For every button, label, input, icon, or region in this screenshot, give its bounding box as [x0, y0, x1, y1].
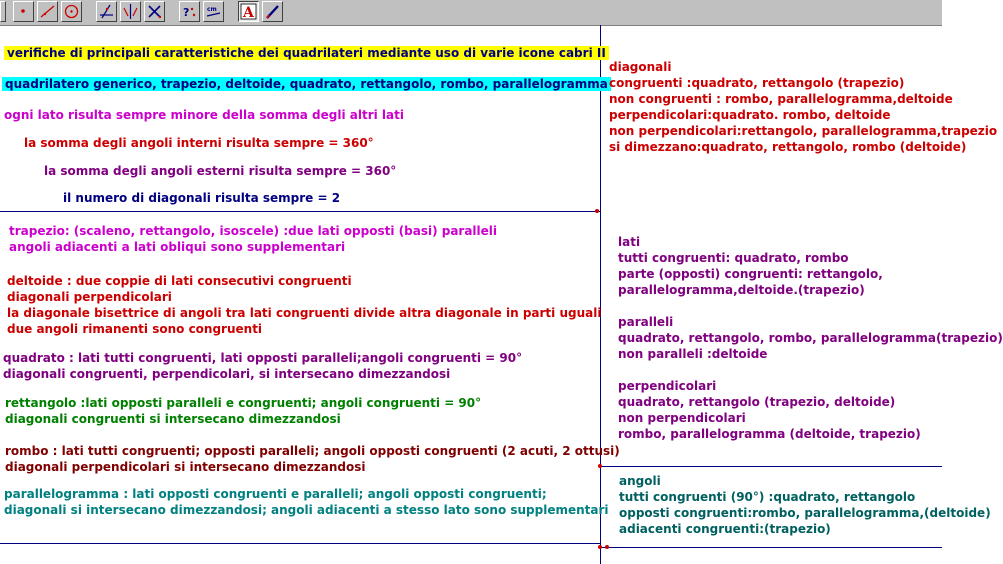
- parallelogramma-line: parallelogramma : lati opposti congruenti e paralleli; angoli opposti congruenti;: [4, 487, 547, 501]
- line-tool-button[interactable]: [37, 1, 58, 22]
- draw-tool-button[interactable]: [262, 1, 283, 22]
- circle-icon: [63, 3, 80, 20]
- property-text[interactable]: il numero di diagonali risulta sempre = 2: [63, 191, 341, 205]
- point-marker[interactable]: [595, 209, 599, 213]
- point-marker[interactable]: [598, 545, 602, 549]
- paralleli-line: quadrato, rettangolo, rombo, parallelogramma(trapezio): [618, 331, 1003, 345]
- deltoide-line: diagonali perpendicolari: [7, 290, 172, 304]
- trapezio-line: angoli adiacenti a lati obliqui sono supplementari: [9, 240, 346, 254]
- trapezio-line: trapezio: (scaleno, rettangolo, isoscele) :due lati opposti (basi) paralleli: [9, 224, 498, 238]
- check-property-tool-button[interactable]: [179, 1, 200, 22]
- circle-tool-button[interactable]: [61, 1, 82, 22]
- construct-tool-button[interactable]: [96, 1, 117, 22]
- lati-heading: lati: [618, 235, 641, 249]
- transform-tool-button[interactable]: [120, 1, 141, 22]
- macro-tool-button[interactable]: [144, 1, 165, 22]
- pointer-tool-button[interactable]: [0, 1, 6, 22]
- page-title[interactable]: verifiche di principali caratteristiche dei quadrilateri mediante uso di varie icone cabri II: [4, 45, 609, 61]
- rombo-line: diagonali perpendicolari si intersecano dimezzandosi: [5, 460, 366, 474]
- lati-line: parallelogramma,deltoide.(trapezio): [618, 283, 865, 297]
- svg-text:A: A: [243, 5, 254, 21]
- text-tool-button[interactable]: [238, 1, 259, 22]
- lati-line: parte (opposti) congruenti: rettangolo,: [618, 267, 883, 281]
- property-text[interactable]: la somma degli angoli esterni risulta sempre = 360°: [44, 164, 397, 178]
- angoli-heading: angoli: [619, 474, 661, 488]
- deltoide-line: la diagonale bisettrice di angoli tra lati congruenti divide altra diagonale in parti uguali: [7, 306, 602, 320]
- point-icon: [15, 3, 32, 20]
- bottom-divider-right: [601, 547, 942, 548]
- quadrilateral-list[interactable]: quadrilatero generico, trapezio, deltoide, quadrato, rettangolo, rombo, parallelogramma: [2, 76, 611, 92]
- perpendicolari-line: quadrato, rettangolo (trapezio, deltoide): [618, 395, 896, 409]
- measure-tool-button[interactable]: [203, 1, 224, 22]
- paralleli-heading: paralleli: [618, 315, 674, 329]
- line-icon: [39, 3, 56, 20]
- horizontal-divider-left: [0, 211, 600, 212]
- diagonali-line: congruenti :quadrato, rettangolo (trapezio): [609, 76, 905, 90]
- vertical-divider: [600, 25, 601, 564]
- rombo-line: rombo : lati tutti congruenti; opposti paralleli; angoli opposti congruenti (2 acuti, 2 ottusi): [5, 444, 620, 458]
- property-text[interactable]: ogni lato risulta sempre minore della somma degli altri lati: [4, 108, 404, 122]
- bottom-divider-left: [0, 543, 600, 544]
- angoli-line: tutti congruenti (90°) :quadrato, rettangolo: [619, 490, 916, 504]
- perpendicolari-line: non perpendicolari: [618, 411, 746, 425]
- deltoide-line: due angoli rimanenti sono congruenti: [7, 322, 263, 336]
- angoli-line: adiacenti congruenti:(trapezio): [619, 522, 831, 536]
- point-tool-button[interactable]: [13, 1, 34, 22]
- horizontal-divider-right: [601, 466, 942, 467]
- diagonali-line: perpendicolari:quadrato. rombo, deltoide: [609, 108, 891, 122]
- point-marker[interactable]: [605, 545, 609, 549]
- rettangolo-line: diagonali congruenti si intersecano dimezzandosi: [5, 412, 341, 426]
- pencil-icon: [264, 3, 281, 20]
- toolbar: [0, 0, 942, 26]
- lati-line: tutti congruenti: quadrato, rombo: [618, 251, 849, 265]
- diagonali-line: non congruenti : rombo, parallelogramma,deltoide: [609, 92, 953, 106]
- quadrato-line: quadrato : lati tutti congruenti, lati opposti paralleli;angoli congruenti = 90°: [3, 351, 523, 365]
- deltoide-line: deltoide : due coppie di lati consecutivi congruenti: [7, 274, 352, 288]
- perpendicolari-heading: perpendicolari: [618, 379, 717, 393]
- perpendicolari-line: rombo, parallelogramma (deltoide, trapezio): [618, 427, 921, 441]
- question-icon: [181, 3, 198, 20]
- svg-text:cm: cm: [207, 6, 217, 13]
- property-text[interactable]: la somma degli angoli interni risulta sempre = 360°: [24, 136, 374, 150]
- paralleli-line: non paralleli :deltoide: [618, 347, 768, 361]
- svg-text:?: ?: [183, 6, 190, 19]
- quadrato-line: diagonali congruenti, perpendicolari, si intersecano dimezzandosi: [3, 367, 451, 381]
- macro-icon: [146, 3, 163, 20]
- text-a-icon: [240, 3, 257, 20]
- diagonali-heading: diagonali: [609, 60, 672, 74]
- parallelogramma-line: diagonali si intersecano dimezzandosi; angoli adiacenti a stesso lato sono supplementari: [4, 503, 609, 517]
- rettangolo-line: rettangolo :lati opposti paralleli e congruenti; angoli congruenti = 90°: [5, 396, 482, 410]
- perpendicular-icon: [98, 3, 115, 20]
- point-marker[interactable]: [598, 464, 602, 468]
- diagonali-line: si dimezzano:quadrato, rettangolo, rombo (deltoide): [609, 140, 967, 154]
- angoli-line: opposti congruenti:rombo, parallelogramma,(deltoide): [619, 506, 991, 520]
- diagonali-line: non perpendicolari:rettangolo, parallelogramma,trapezio: [609, 124, 998, 138]
- reflection-icon: [122, 3, 139, 20]
- measure-icon: [205, 3, 222, 20]
